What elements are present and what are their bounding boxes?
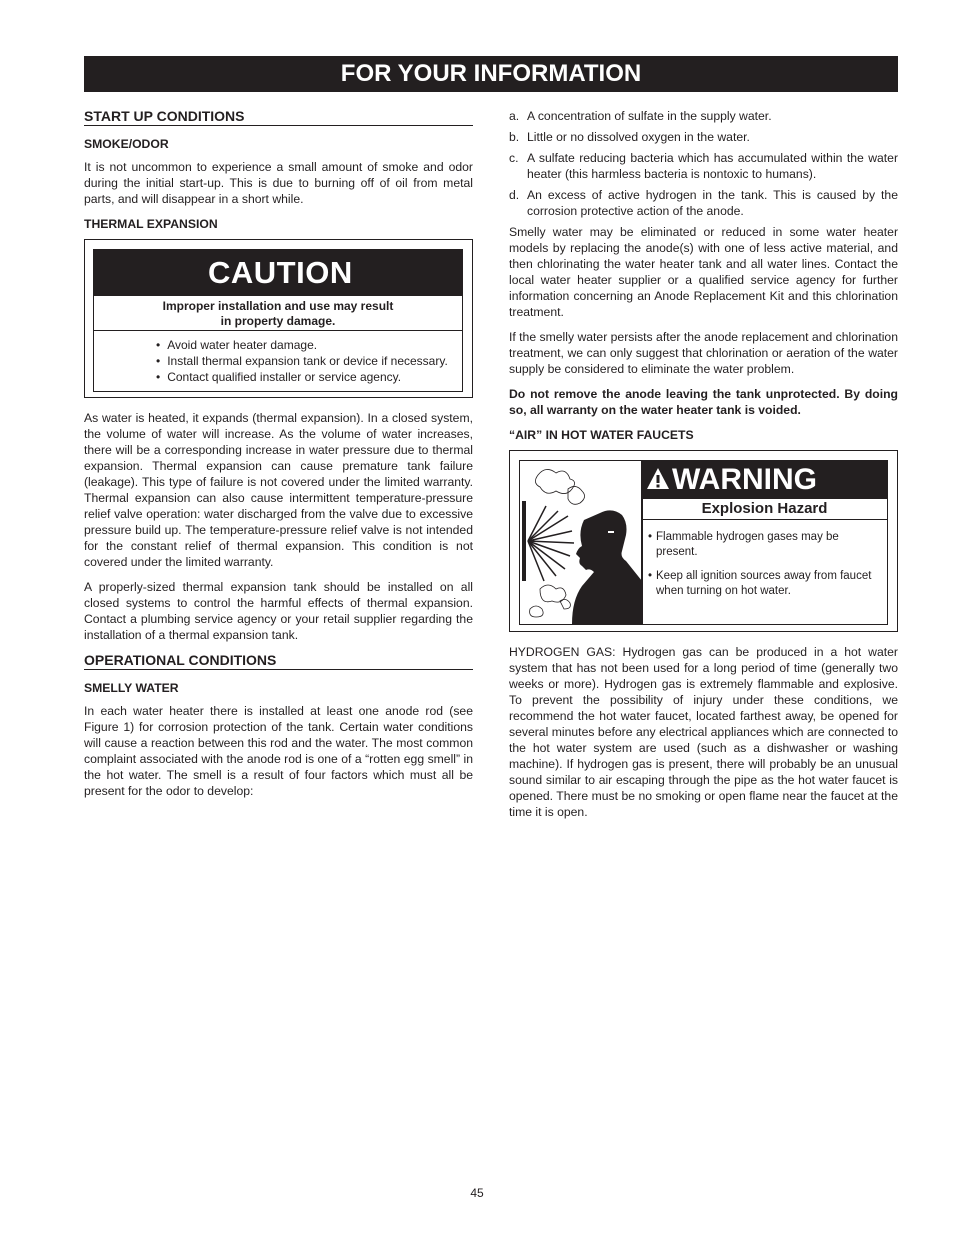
- factor-text: An excess of active hydrogen in the tank. This is caused by the corrosion protective action of the anode.: [527, 188, 898, 218]
- left-column: [84, 108, 473, 808]
- caution-line-1: Improper installation and use may result: [162, 299, 394, 313]
- right-column: [509, 108, 898, 829]
- anode-warning: Do not remove the anode leaving the tank unprotected. By doing so, all warranty on the water heater tank is voided.: [509, 387, 898, 417]
- caution-line-2: in property damage.: [220, 314, 336, 328]
- factor-text: A concentration of sulfate in the supply water.: [527, 109, 772, 123]
- smelly-paragraph: In each water heater there is installed at least one anode rod (see Figure 1) for corrosion protection of the tank. Certain water conditions will cause a reaction between this rod and the water. The most common complaint associated with the anode rod is one of a “rotten egg smell” in the hot water. The smell is a result of four factors which must all be present for the odor to develop:: [84, 704, 473, 798]
- startup-heading: START UP CONDITIONS: [84, 108, 473, 126]
- warning-item: • Keep all ignition sources away from faucet when turning on hot water.: [648, 569, 883, 599]
- factor-letter: b.: [509, 130, 520, 144]
- warning-panel: [641, 460, 888, 625]
- caution-subtitle: [94, 296, 462, 331]
- caution-item: • Install thermal expansion tank or device if necessary.: [156, 353, 462, 369]
- factor-text: A sulfate reducing bacteria which has accumulated within the water heater (this harmless bacteria is nontoxic to humans).: [527, 151, 898, 181]
- factor-letter: c.: [509, 151, 519, 165]
- page-banner: FOR YOUR INFORMATION: [84, 56, 898, 92]
- explosion-hazard-icon: [520, 461, 642, 624]
- factor-item: [509, 187, 898, 219]
- caution-title: CAUTION: [94, 250, 462, 296]
- warning-triangle-icon: [646, 467, 670, 491]
- hydrogen-paragraph: HYDROGEN GAS: Hydrogen gas can be produced in a hot water system that has not been used for a long period of time (generally two weeks or more). Hydrogen gas is extremely flammable and explosive. To prevent the possibility of injury under these conditions, we recommend the hot water faucet, located farthest away, be opened for several minutes before any electrical appliances which are connected to the hot water system are used (such as a dishwasher or washing machine). If hydrogen gas is present, there will probably be an unusual sound similar to air escaping through the pipe as the hot water faucet is opened. There must be no smoking or open flame near the faucet at the time it is open.: [509, 645, 898, 819]
- thermal-heading: THERMAL EXPANSION: [84, 217, 218, 231]
- warning-subtitle: Explosion Hazard: [642, 499, 887, 520]
- factor-item: [509, 150, 898, 182]
- caution-item: • Contact qualified installer or service agency.: [156, 369, 462, 385]
- operational-heading: OPERATIONAL CONDITIONS: [84, 652, 473, 670]
- smelly-heading: SMELLY WATER: [84, 681, 179, 695]
- factor-letter: a.: [509, 109, 520, 123]
- explosion-illustration: [519, 460, 643, 625]
- factor-item: [509, 108, 898, 124]
- warning-title-bar: [642, 461, 887, 499]
- factor-text: Little or no dissolved oxygen in the water.: [527, 130, 750, 144]
- caution-list: [94, 331, 462, 385]
- caution-item: • Avoid water heater damage.: [156, 337, 462, 353]
- air-heading: “AIR” IN HOT WATER FAUCETS: [509, 428, 694, 442]
- smelly-paragraph-2: Smelly water may be eliminated or reduced in some water heater models by replacing the anode(s) with one of less active material, and then chlorinating the water heater tank and all water lines. Contact the local water heater supplier or a qualified service agency for further information concerning an Anode Replacement Kit and this chlorination treatment.: [509, 225, 898, 319]
- factor-list: [509, 108, 898, 219]
- smelly-paragraph-3: If the smelly water persists after the anode replacement and chlorination treatment, we can only suggest that chlorination or aeration of the water supply be considered to eliminate the water problem.: [509, 330, 898, 376]
- page-number: 45: [470, 1186, 484, 1200]
- factor-letter: d.: [509, 188, 520, 202]
- warning-item: • Flammable hydrogen gases may be present.: [648, 530, 883, 560]
- caution-inner-frame: [93, 249, 463, 392]
- warning-list: [642, 520, 887, 599]
- factor-item: [509, 129, 898, 145]
- smoke-paragraph: It is not uncommon to experience a small amount of smoke and odor during the initial start-up. This is due to burning off of oil from metal parts, and will disappear in a short while.: [84, 160, 473, 206]
- warning-label: [509, 450, 898, 632]
- thermal-paragraph-2: A properly-sized thermal expansion tank should be installed on all closed systems to control the harmful effects of thermal expansion. Contact a plumbing service agency or your retail supplier regarding the installation of a thermal expansion tank.: [84, 580, 473, 642]
- caution-label: [84, 239, 473, 398]
- smoke-heading: SMOKE/ODOR: [84, 137, 169, 151]
- warning-title: WARNING: [672, 463, 817, 496]
- thermal-paragraph-1: As water is heated, it expands (thermal expansion). In a closed system, the volume of water will increase. As the volume of water increases, there will be a corresponding increase in water pressure due to thermal expansion. Thermal expansion can cause premature tank failure (leakage). This type of failure is not covered under the limited warranty. Thermal expansion can also cause intermittent temperature-pressure relief valve operation: water discharged from the valve due to excessive pressure build up. The temperature-pressure relief valve is not intended for the constant relief of thermal expansion. This condition is not covered under the limited warranty.: [84, 411, 473, 569]
